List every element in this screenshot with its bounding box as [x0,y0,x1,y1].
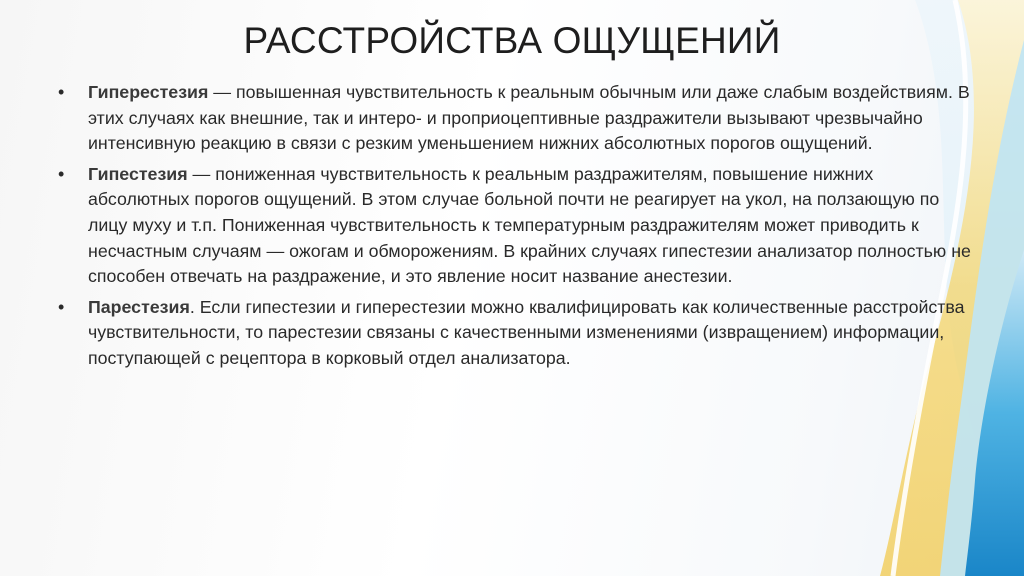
bullet-list [58,80,973,377]
list-item [58,295,973,372]
list-item [58,80,973,157]
term-hyperesthesia: Гиперестезия [88,82,209,102]
bullet-dot-icon: • [58,296,65,317]
slide-title: РАССТРОЙСТВА ОЩУЩЕНИЙ [243,20,781,61]
term-hypoesthesia: Гипестезия [88,163,188,184]
list-item [58,162,973,290]
bullet-dot-icon: • [58,82,65,102]
definition-text: — пониженная чувствительность к реальным раздражителям, повышение нижних абсолютных порогов ощущений. В этом случае больной почти не реагирует на укол, на ползающую по лицу муху и т.п. Пониженная чувствительность к температурным раздражителям может приводить к несчастным случаям — ожогам и обморожениям. В крайних случаях гипестезии анализатор полностью не способен отвечать на раздражение, и это явление носит название анестезии. [88,163,971,287]
definition-text: . Если гипестезии и гиперестезии можно квалифицировать как количественные расстройства чувствительности, то парестезии связаны с качественными изменениями (извращением) информации, поступающей с рецептора в корковый отдел анализатора. [88,296,965,368]
definition-text: — повышенная чувствительность к реальным обычным или даже слабым воздействиям. В этих случаях как внешние, так и интеро- и проприоцептивные раздражители вызывают чрезвычайно интенсивную реакцию в связи с резким уменьшением нижних абсолютных порогов ощущений. [88,82,970,154]
term-paresthesia: Парестезия [88,296,190,317]
bullet-dot-icon: • [58,163,65,184]
